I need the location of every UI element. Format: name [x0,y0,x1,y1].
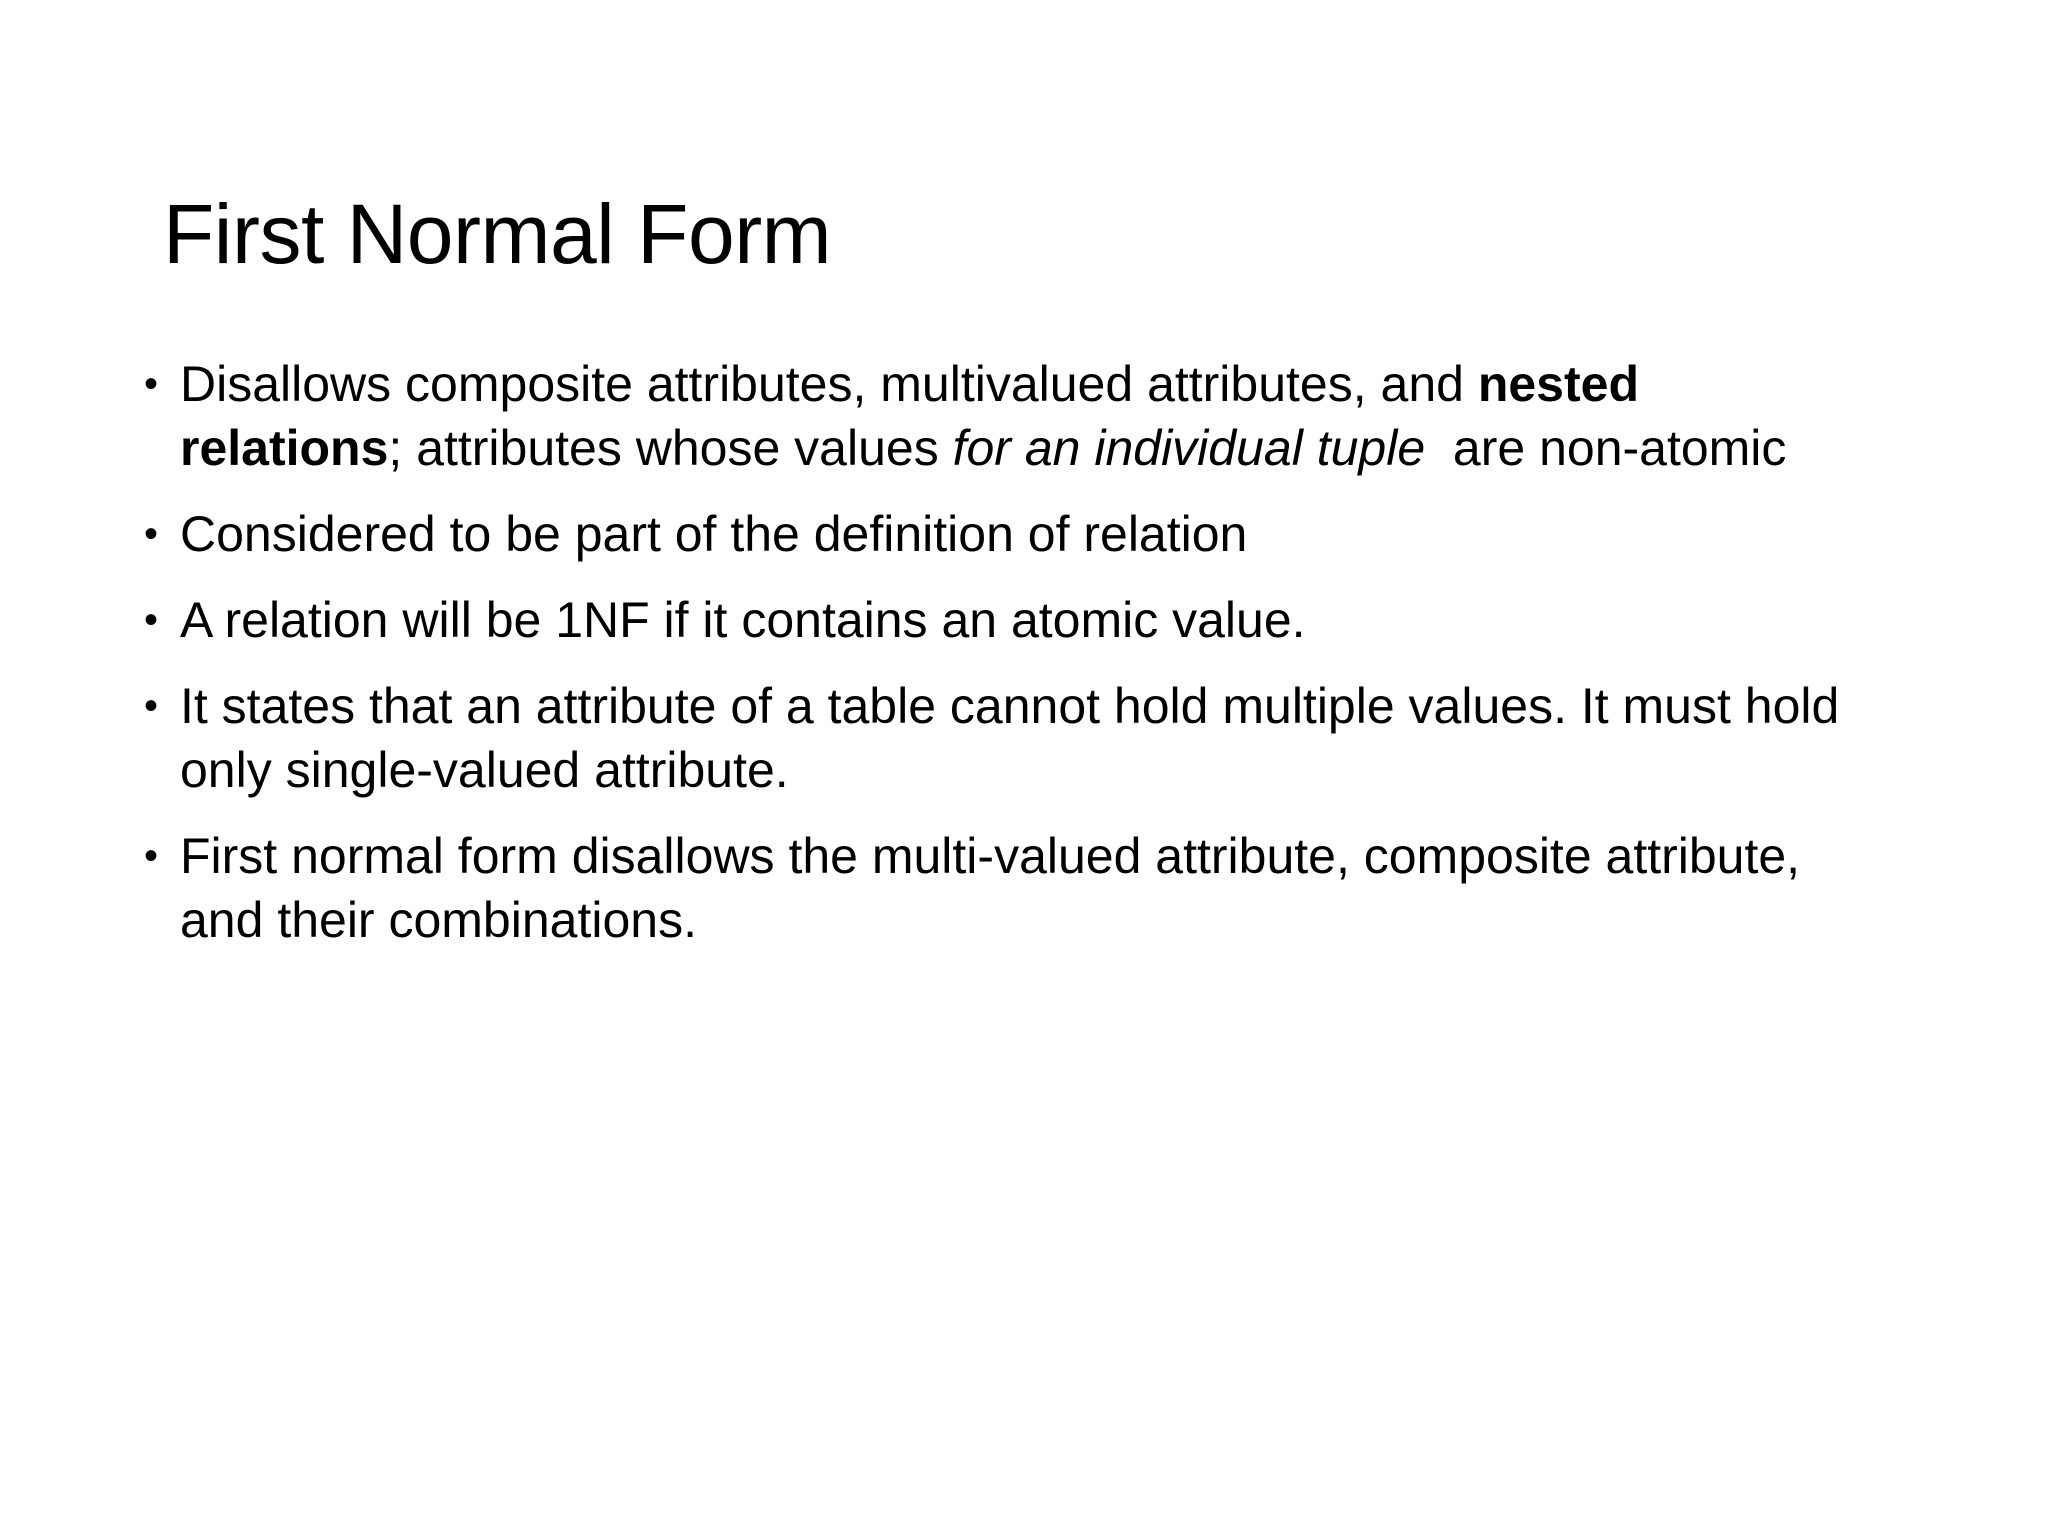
text-segment: ; attributes whose values [388,420,953,476]
bold-text-segment: nested relations [180,356,1639,476]
bullet-marker: • [144,362,159,406]
bullet-text: Considered to be part of the definition of relation [180,506,1248,562]
bullet-marker: • [144,512,159,556]
bullet-item [140,352,1840,480]
text-segment: Disallows composite attributes, multivalued attributes, and [180,356,1478,412]
bullet-list [140,352,1840,974]
bullet-marker: • [144,834,159,878]
bullet-item [140,502,1840,566]
bullet-text: First normal form disallows the multi-valued attribute, composite attribute, and their combinations. [180,828,1801,948]
bullet-marker: • [144,598,159,642]
bullet-text [180,356,1786,476]
bullet-text: It states that an attribute of a table cannot hold multiple values. It must hold only single-valued attribute. [180,678,1840,798]
bullet-marker: • [144,684,159,728]
bullet-item [140,588,1840,652]
bullet-item [140,674,1840,802]
italic-text-segment: for an individual tuple [952,420,1426,476]
slide-title: First Normal Form [163,187,832,281]
bullet-text: A relation will be 1NF if it contains an atomic value. [180,592,1306,648]
bullet-item [140,824,1840,952]
text-segment: are non-atomic [1425,420,1787,476]
